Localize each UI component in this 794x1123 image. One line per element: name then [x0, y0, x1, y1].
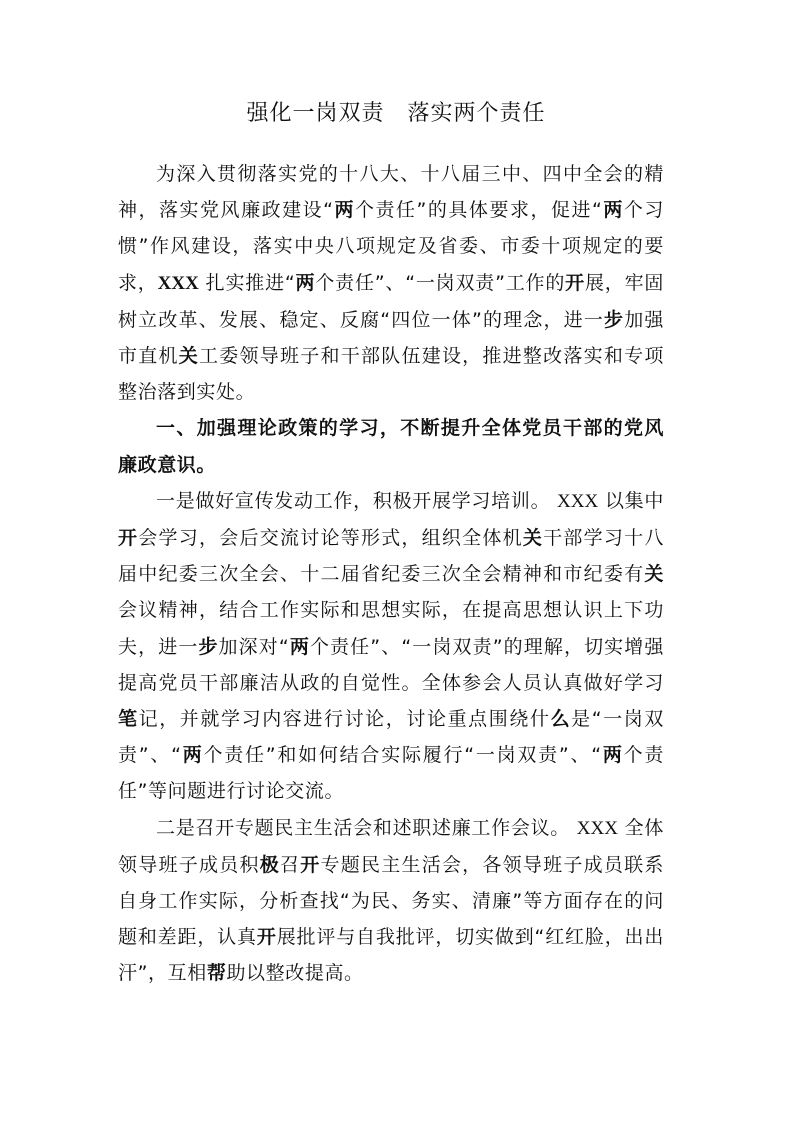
- bold-text-run: 开: [118, 527, 139, 550]
- bold-text-run: 两: [295, 271, 316, 294]
- text-run: 二是召开专题民主生活会和述职述廉工作会议。: [156, 816, 577, 839]
- text-run: 是“一岗双责”、“: [118, 708, 665, 767]
- text-run: 以集中: [598, 489, 665, 512]
- document-body: [118, 156, 664, 992]
- text-run: 召: [279, 853, 301, 876]
- text-run: 记，并就学习内容进行讨论，讨论重点围绕什: [138, 708, 551, 731]
- bold-text-run: 两: [181, 744, 204, 767]
- text-run: XXX: [557, 490, 599, 512]
- bold-text-run: 关: [644, 563, 664, 586]
- bold-text-run: 一、加强理论政策的学习，不断提升全体党员干部的党风廉政意识。: [118, 417, 664, 476]
- bold-text-run: 两: [333, 199, 356, 222]
- body-paragraph: [118, 156, 664, 410]
- text-run: 扎实推进“: [198, 271, 296, 294]
- text-run: 个责任”等问题进行讨论交流。: [118, 744, 664, 803]
- text-run: 干部学习十八届中纪委三次全会、十二届省纪委三次全会精神和市纪委有: [118, 527, 664, 586]
- bold-text-run: 步: [604, 308, 625, 331]
- bold-text-run: 关: [178, 345, 199, 368]
- text-run: 个责任”和如何结合实际履行“一岗双责”、“: [203, 744, 602, 767]
- body-paragraph: [118, 483, 664, 810]
- text-run: 个责任”、“一岗双责”的理解，切实增强提高党员干部廉洁从政的自觉性。全体参会人员认真做好学习: [118, 635, 664, 694]
- text-run: XXX: [576, 817, 618, 839]
- bold-text-run: 两: [601, 744, 624, 767]
- document-page: [118, 94, 664, 992]
- bold-text-run: 两: [289, 635, 310, 658]
- text-run: 一是做好宣传发动工作，积极开展学习培训。: [156, 489, 558, 512]
- text-run: 个责任”、“一岗双责”工作的: [315, 271, 566, 294]
- text-run: 个习惯”作风建设，落实中央八项规定及省委、市委十项规定的要求，: [118, 199, 665, 294]
- text-run: 助以整改提高。: [226, 962, 364, 985]
- text-run: 为深入贯彻落实党的十八大、十八届三中、四中全会的精神，落实党风廉政建设“: [118, 163, 664, 222]
- bold-text-run: 两: [602, 199, 624, 222]
- bold-text-run: 开: [300, 853, 321, 876]
- bold-text-run: 笔: [118, 708, 139, 731]
- text-run: 展批评与自我批评，切实做到“红红脸，出出汗”，互相: [118, 926, 664, 985]
- bold-text-run: 步: [198, 635, 219, 658]
- text-run: 加强市直机: [118, 308, 664, 368]
- text-run: 全体领导班子成员积: [118, 816, 664, 876]
- section-heading: [118, 410, 664, 482]
- text-run: 个责任”的具体要求，促进“: [355, 199, 603, 222]
- body-paragraph: [118, 810, 664, 992]
- bold-text-run: 关: [522, 527, 544, 550]
- text-run: 展，牢固树立改革、发展、稳定、反腐“四位一体”的理念，进一: [118, 271, 665, 331]
- text-run: 会议精神，结合工作实际和思想实际，在提高思想认识上下功夫，进一: [118, 599, 664, 658]
- bold-text-run: XXX: [157, 272, 199, 294]
- text-run: 会学习，会后交流讨论等形式，组织全体机: [138, 527, 523, 550]
- text-run: 加深对“: [218, 635, 290, 658]
- document-title: 强化一岗双责 落实两个责任: [246, 101, 546, 126]
- bold-text-run: 开: [565, 271, 585, 294]
- bold-text-run: 极: [259, 853, 280, 876]
- bold-text-run: 么: [550, 708, 572, 731]
- text-run: 专题民主生活会，各领导班子成员联系自身工作实际，分析查找“为民、务实、清廉”等方面存在的问题和差距，认真: [118, 853, 664, 949]
- bold-text-run: 开: [256, 926, 277, 949]
- bold-text-run: 帮: [206, 962, 227, 985]
- text-run: 工委领导班子和干部队伍建设，推进整改落实和专项整治落到实处。: [118, 345, 664, 404]
